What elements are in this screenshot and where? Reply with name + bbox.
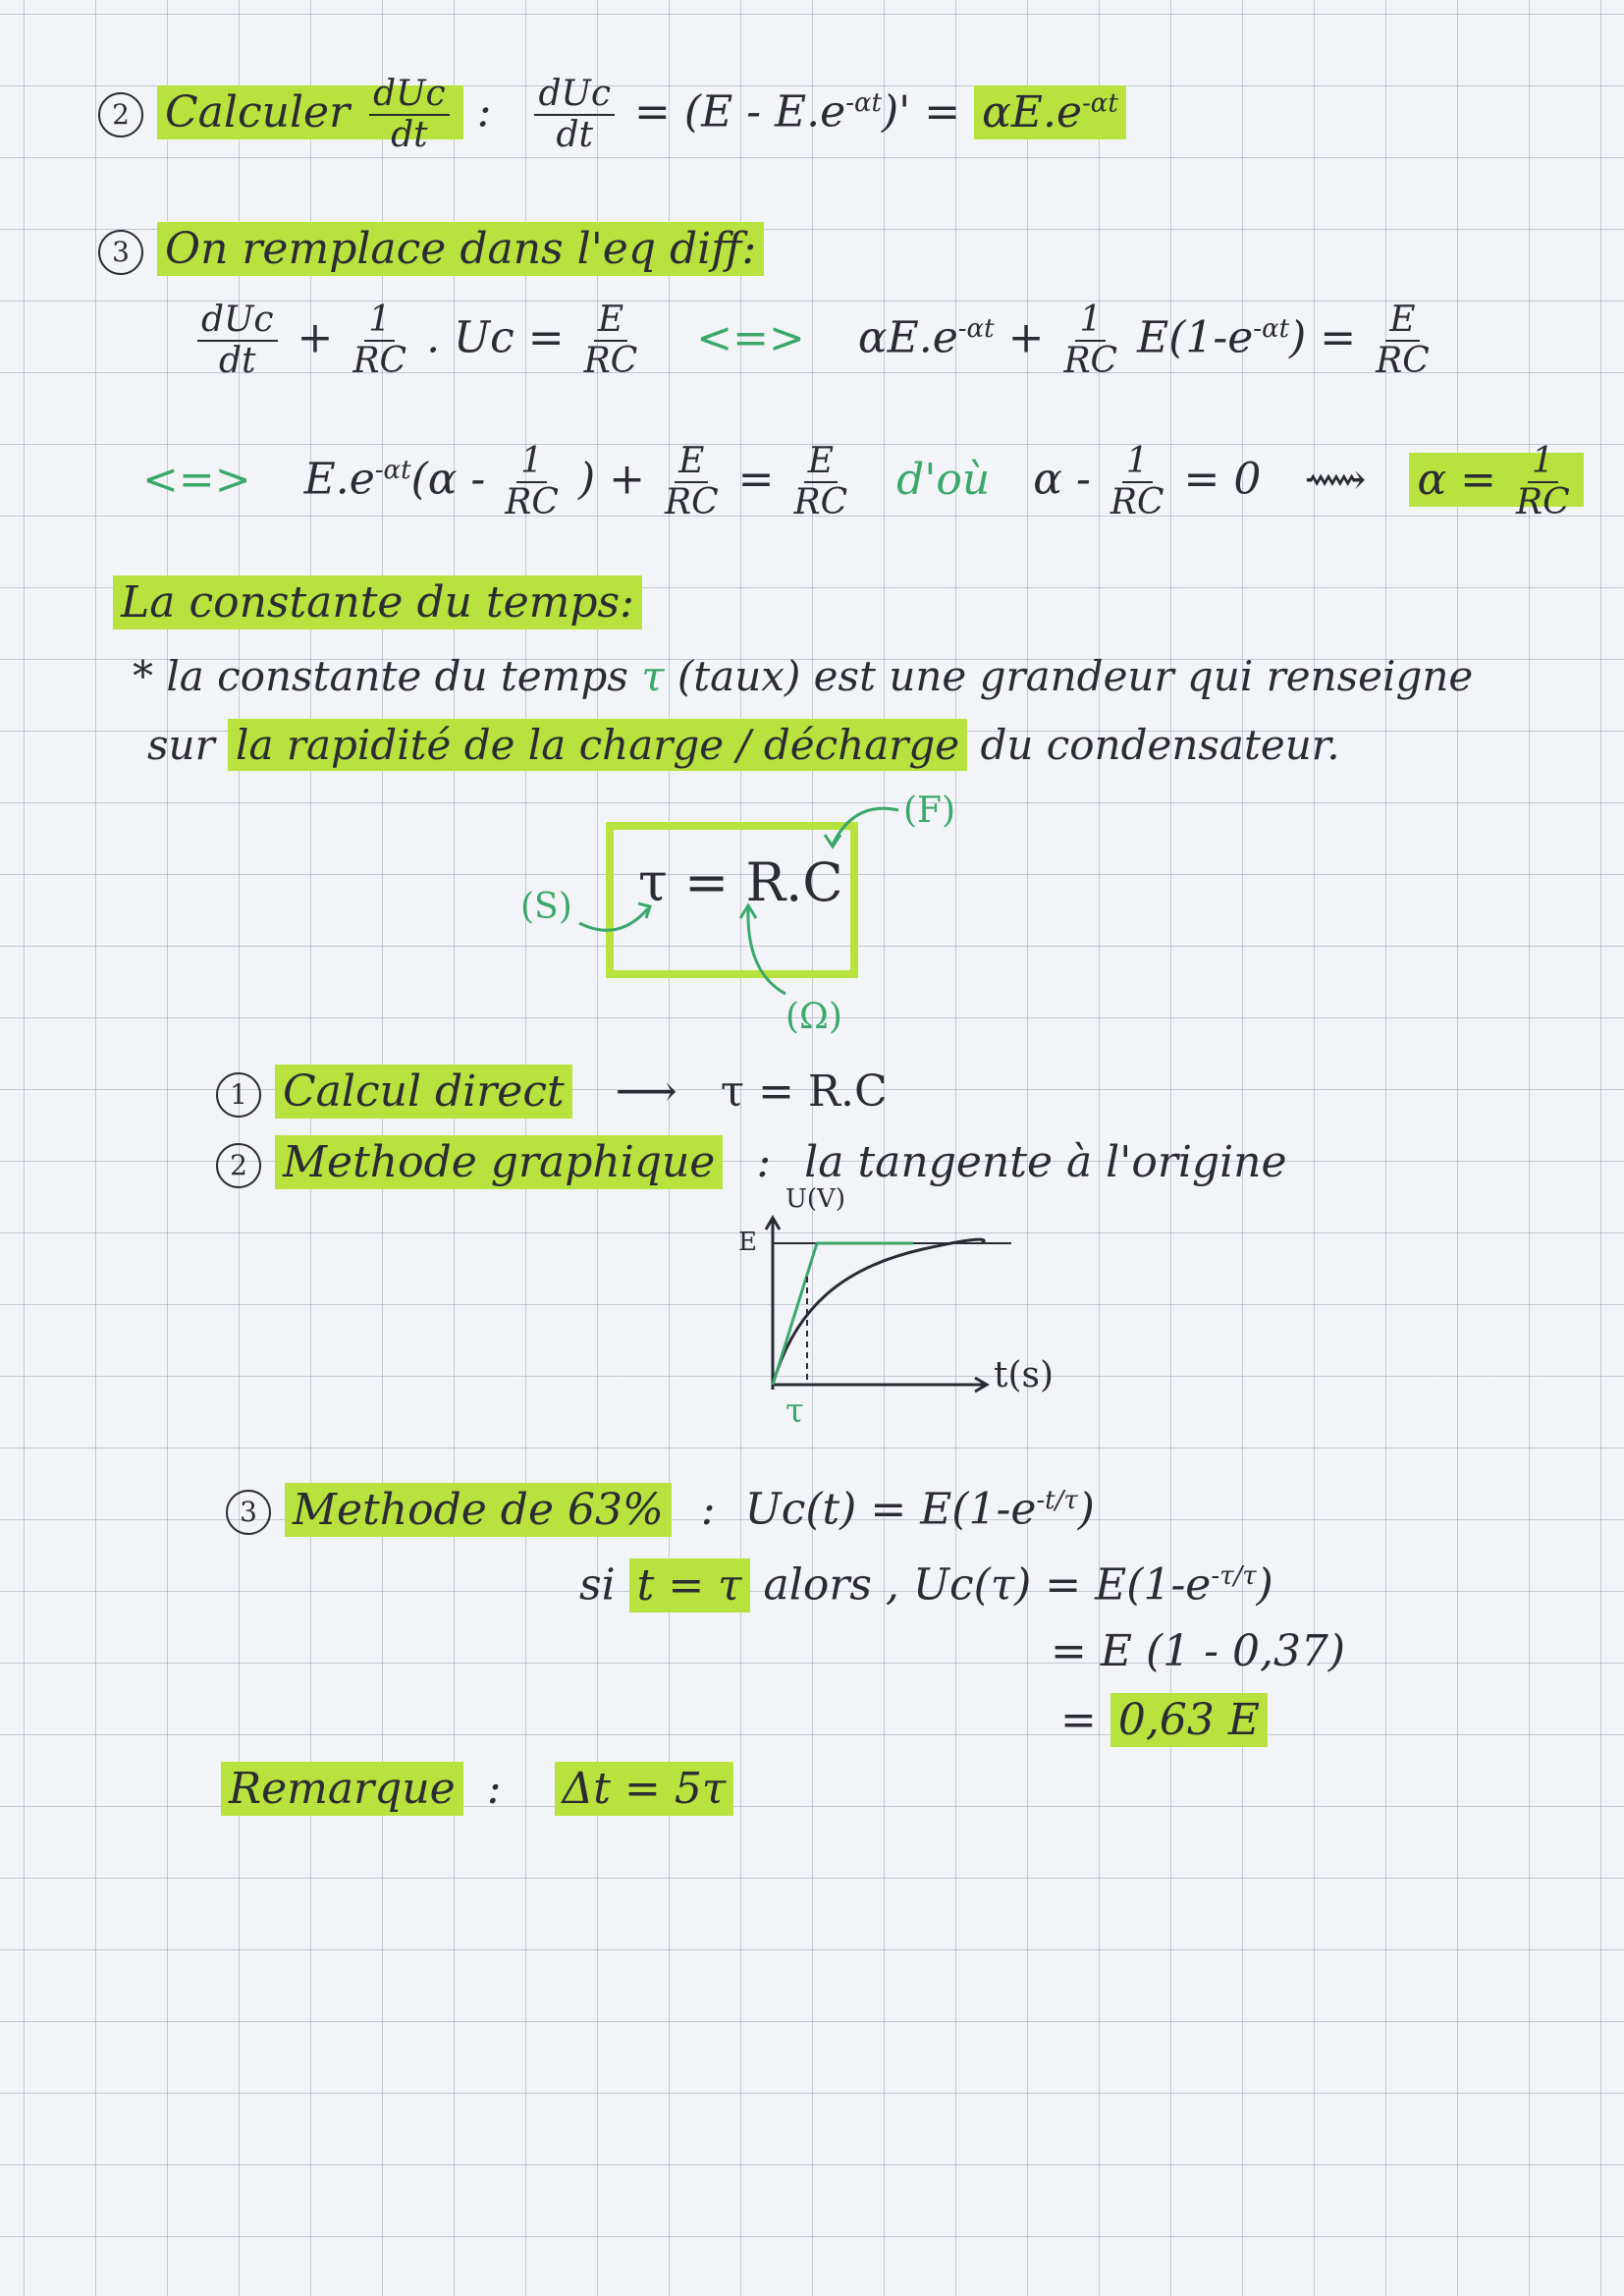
alpha-result: α = $\frac{1}{RC}$ — [1409, 453, 1583, 507]
method-3-step: = E (1 - 0,37) — [1051, 1626, 1346, 1676]
step-number: 3 — [98, 230, 143, 275]
remark-value: Δt = 5τ — [555, 1762, 734, 1816]
graph-y-label: U(V) — [785, 1184, 845, 1214]
step2-result: $\alpha E.e^{-\alpha t}$ — [974, 85, 1126, 139]
fraction: $\frac{1}{RC}$ — [1063, 300, 1118, 381]
fraction: $\frac{1}{RC}$ — [352, 300, 407, 381]
fraction: $\frac{1}{RC}$ — [505, 441, 559, 522]
definition-line-2: sur la rapidité de la charge / décharge du condensateur. — [147, 721, 1340, 769]
step3-label: On remplace dans l'eq diff: — [157, 222, 764, 276]
arrow-icon: ⟿ — [1304, 454, 1367, 505]
fraction: $\frac{E}{RC}$ — [1376, 300, 1430, 381]
graph-y-tick: E — [738, 1228, 757, 1257]
tau-symbol: τ — [641, 652, 665, 700]
fraction: $\frac{\text{dUc}}{dt}$ — [197, 302, 278, 379]
graph-x-tick: τ — [785, 1392, 804, 1431]
definition-line-1: * la constante du temps τ (taux) est une grandeur qui renseigne — [133, 652, 1474, 700]
fraction: $\frac{E}{RC}$ — [793, 441, 848, 522]
graph-x-label: t(s) — [994, 1355, 1055, 1395]
remark: Remarque : Δt = 5τ — [221, 1768, 733, 1811]
fraction: $\frac{E}{RC}$ — [664, 441, 719, 522]
tangent-line — [773, 1243, 817, 1385]
fraction: $\frac{\text{dUc}}{dt}$ — [369, 77, 450, 153]
method-1: 1 Calcul direct ⟶ τ = R.C — [216, 1070, 888, 1118]
step2-label: Calculer $\frac{\text{dUc}}{dt}$ — [157, 85, 463, 139]
fraction: $\frac{E}{RC}$ — [583, 300, 638, 381]
method-3-result: = 0,63 E — [1060, 1699, 1268, 1742]
unit-ohm: (Ω) — [785, 997, 842, 1037]
equation-line-1: $\frac{\text{dUc}}{dt}$ + $\frac{1}{RC}$ . Uc = $\frac{E}{RC}$ <=> $\alpha E.e^{-\alpha t}$ + $\frac{1}{RC}$ $E(1-e^{-\alpha t})$ = $\frac{E}{RC}$ — [191, 302, 1435, 379]
step2-line: 2 Calculer $\frac{\text{dUc}}{dt}$ : $\frac{\text{dUc}}{dt}$ = $(E - E.e^{-\alpha t})' = \alpha E.e^{-\alpha t}$ — [98, 77, 1126, 153]
equation-line-2: <=> $E.e^{-\alpha t}(\alpha$ - $\frac{1}{RC}$ ) + $\frac{E}{RC}$ = $\frac{E}{RC}$ d'où α - $\frac{1}{RC}$ = 0 ⟿ α = $\frac{1}{RC}$ — [142, 444, 1584, 520]
fraction: $\frac{1}{RC}$ — [1110, 441, 1164, 522]
unit-farad: (F) — [903, 791, 956, 831]
method-3-condition: si t = τ alors , $Uc(\tau) = E(1-e^{-\tau/\tau})$ — [579, 1559, 1273, 1611]
unit-seconds: (S) — [520, 887, 572, 927]
tau-formula: τ = R.C — [638, 851, 843, 913]
charge-curve — [773, 1239, 984, 1385]
method-2: 2 Methode graphique : la tangente à l'origine — [216, 1141, 1287, 1188]
section-title: La constante du temps: — [113, 581, 642, 625]
fraction: $\frac{1}{RC}$ — [1516, 441, 1570, 522]
arrow-right-icon: ⟶ — [615, 1066, 677, 1117]
step-number: 2 — [98, 92, 143, 137]
method-3: 3 Methode de 63% : $Uc(t) = E(1-e^{-t/\tau})$ — [226, 1488, 1095, 1535]
fraction: $\frac{\text{dUc}}{dt}$ — [534, 77, 615, 153]
